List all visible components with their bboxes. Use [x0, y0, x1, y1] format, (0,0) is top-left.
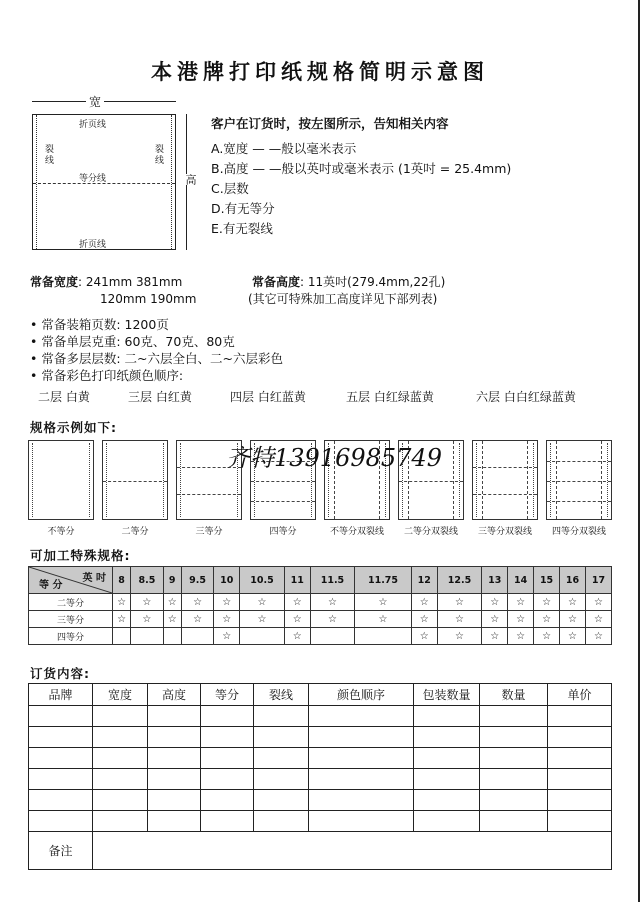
- order-cell[interactable]: [414, 706, 480, 727]
- inch-column-header: 12: [411, 567, 437, 594]
- availability-cell: [181, 628, 214, 645]
- special-heading: 可加工特殊规格:: [30, 548, 131, 563]
- instruction-item: C.层数: [211, 181, 249, 196]
- availability-cell: ☆: [437, 628, 482, 645]
- inch-column-header: 9.5: [181, 567, 214, 594]
- order-cell[interactable]: [254, 748, 309, 769]
- availability-cell: ☆: [482, 628, 508, 645]
- remark-field[interactable]: [93, 832, 612, 870]
- order-cell[interactable]: [29, 748, 93, 769]
- color-order-list: [38, 388, 576, 405]
- order-cell[interactable]: [548, 811, 612, 832]
- list-item: • 常备彩色打印纸颜色顺序:: [30, 368, 184, 383]
- order-column-header: 品牌: [29, 684, 93, 706]
- order-row: [29, 748, 612, 769]
- color-order-item: 五层 白红绿蓝黄: [346, 390, 434, 404]
- availability-cell: ☆: [534, 611, 560, 628]
- order-cell[interactable]: [309, 790, 414, 811]
- order-column-header: 数量: [480, 684, 548, 706]
- order-column-header: 高度: [148, 684, 201, 706]
- inch-column-header: 8.5: [131, 567, 164, 594]
- order-cell[interactable]: [148, 811, 201, 832]
- order-cell[interactable]: [201, 706, 254, 727]
- order-cell[interactable]: [414, 769, 480, 790]
- example-tear-thirds: [472, 440, 538, 537]
- availability-cell: ☆: [534, 628, 560, 645]
- order-column-header: 单价: [548, 684, 612, 706]
- standard-list: [30, 316, 283, 384]
- order-column-header: 颜色顺序: [309, 684, 414, 706]
- division-row-label: 二等分: [29, 594, 113, 611]
- inch-column-header: 11: [284, 567, 310, 594]
- table-corner-header: [29, 567, 113, 594]
- color-order-item: 二层 白黄: [38, 390, 90, 404]
- availability-cell: ☆: [214, 611, 240, 628]
- availability-cell: ☆: [240, 611, 285, 628]
- availability-cell: ☆: [240, 594, 285, 611]
- fold-line-top-label: 折页线: [79, 120, 107, 130]
- order-cell[interactable]: [309, 769, 414, 790]
- corner-division-label: 等 分: [39, 580, 63, 591]
- inch-column-header: 8: [113, 567, 131, 594]
- availability-cell: ☆: [113, 611, 131, 628]
- order-cell[interactable]: [254, 769, 309, 790]
- order-cell[interactable]: [93, 727, 148, 748]
- list-item: • 常备单层克重: 60克、70克、80克: [30, 334, 235, 349]
- availability-cell: ☆: [585, 594, 611, 611]
- remark-label: 备注: [29, 832, 93, 870]
- availability-cell: ☆: [534, 594, 560, 611]
- color-order-item: 四层 白红蓝黄: [230, 390, 306, 404]
- availability-cell: ☆: [181, 594, 214, 611]
- order-column-header: 宽度: [93, 684, 148, 706]
- availability-cell: ☆: [310, 594, 355, 611]
- order-cell[interactable]: [148, 790, 201, 811]
- order-cell[interactable]: [254, 790, 309, 811]
- division-row-label: 四等分: [29, 628, 113, 645]
- order-cell[interactable]: [480, 769, 548, 790]
- inch-column-header: 11.75: [355, 567, 412, 594]
- order-row: [29, 706, 612, 727]
- inch-column-header: 17: [585, 567, 611, 594]
- inch-column-header: 9: [163, 567, 181, 594]
- order-cell[interactable]: [93, 769, 148, 790]
- order-cell[interactable]: [201, 727, 254, 748]
- availability-cell: [131, 628, 164, 645]
- example-caption: 三等分: [195, 527, 223, 537]
- height-spec-values: : 11英吋(279.4mm,22孔): [300, 275, 446, 289]
- availability-cell: ☆: [355, 611, 412, 628]
- order-cell[interactable]: [93, 811, 148, 832]
- tear-line-right-label: 裂线: [155, 145, 165, 166]
- availability-cell: ☆: [214, 594, 240, 611]
- tear-line-left-label: 裂线: [45, 145, 55, 166]
- example-tear-quarters: [546, 440, 612, 537]
- order-cell[interactable]: [254, 727, 309, 748]
- availability-cell: ☆: [437, 594, 482, 611]
- contact-watermark: 齐特13916985749: [226, 444, 442, 472]
- availability-cell: ☆: [284, 628, 310, 645]
- availability-cell: ☆: [411, 628, 437, 645]
- examples-heading: 规格示例如下:: [30, 420, 117, 435]
- order-cell[interactable]: [93, 790, 148, 811]
- example-caption: 三等分双裂线: [477, 527, 532, 537]
- order-cell[interactable]: [29, 727, 93, 748]
- order-cell[interactable]: [480, 706, 548, 727]
- order-cell[interactable]: [254, 706, 309, 727]
- order-instructions: [211, 114, 511, 239]
- availability-cell: [240, 628, 285, 645]
- order-cell[interactable]: [148, 706, 201, 727]
- availability-cell: ☆: [163, 611, 181, 628]
- inch-column-header: 15: [534, 567, 560, 594]
- order-cell[interactable]: [414, 748, 480, 769]
- order-cell[interactable]: [29, 769, 93, 790]
- standard-width: [30, 274, 196, 308]
- page-title: 本港牌打印纸规格简明示意图: [151, 60, 489, 84]
- example-caption: 二等分: [121, 527, 149, 537]
- equal-divider: [33, 183, 175, 184]
- availability-cell: ☆: [284, 611, 310, 628]
- order-heading: 订货内容:: [30, 666, 90, 681]
- height-spec-label: 常备高度: [252, 275, 301, 289]
- inch-column-header: 12.5: [437, 567, 482, 594]
- order-cell[interactable]: [309, 706, 414, 727]
- order-cell[interactable]: [548, 727, 612, 748]
- inch-column-header: 13: [482, 567, 508, 594]
- table-row: [29, 628, 612, 645]
- table-row: [29, 611, 612, 628]
- order-cell[interactable]: [254, 811, 309, 832]
- order-cell[interactable]: [309, 727, 414, 748]
- availability-cell: ☆: [113, 594, 131, 611]
- availability-cell: [310, 628, 355, 645]
- availability-cell: ☆: [181, 611, 214, 628]
- inch-column-header: 14: [508, 567, 534, 594]
- order-cell[interactable]: [480, 790, 548, 811]
- order-cell[interactable]: [201, 769, 254, 790]
- standard-height: [248, 274, 446, 308]
- order-cell[interactable]: [148, 727, 201, 748]
- order-cell[interactable]: [93, 748, 148, 769]
- color-order-item: 六层 白白红绿蓝黄: [476, 390, 576, 404]
- example-caption: 不等分双裂线: [329, 527, 384, 537]
- corner-inch-label: 英 吋: [82, 573, 106, 584]
- example-no-division: [28, 440, 94, 537]
- instruction-item: B.高度 — —般以英吋或毫米表示 (1英吋 = 25.4mm): [211, 161, 512, 176]
- order-cell[interactable]: [29, 706, 93, 727]
- availability-cell: ☆: [560, 628, 586, 645]
- example-caption: 二等分双裂线: [403, 527, 458, 537]
- order-cell[interactable]: [548, 748, 612, 769]
- instruction-item: D.有无等分: [211, 201, 275, 216]
- order-cell[interactable]: [148, 748, 201, 769]
- order-row: [29, 790, 612, 811]
- order-cell[interactable]: [548, 769, 612, 790]
- availability-cell: ☆: [131, 594, 164, 611]
- order-cell[interactable]: [480, 727, 548, 748]
- availability-cell: ☆: [508, 594, 534, 611]
- inch-column-header: 11.5: [310, 567, 355, 594]
- width-label: 宽: [86, 93, 104, 110]
- availability-cell: ☆: [560, 594, 586, 611]
- order-cell[interactable]: [201, 790, 254, 811]
- inch-column-header: 10: [214, 567, 240, 594]
- availability-cell: ☆: [585, 628, 611, 645]
- order-cell[interactable]: [29, 790, 93, 811]
- order-row: [29, 811, 612, 832]
- paper-sheet: [32, 114, 176, 250]
- division-row-label: 三等分: [29, 611, 113, 628]
- availability-cell: ☆: [411, 611, 437, 628]
- order-cell[interactable]: [309, 811, 414, 832]
- availability-cell: [113, 628, 131, 645]
- color-order-item: 三层 白红黄: [128, 390, 192, 404]
- availability-cell: ☆: [310, 611, 355, 628]
- order-cell[interactable]: [93, 706, 148, 727]
- order-cell[interactable]: [309, 748, 414, 769]
- width-spec-label: 常备宽度: [30, 275, 79, 289]
- order-cell[interactable]: [548, 706, 612, 727]
- order-row: [29, 727, 612, 748]
- availability-cell: ☆: [508, 628, 534, 645]
- instructions-heading: 客户在订货时，按左图所示，告知相关内容: [211, 116, 449, 131]
- availability-cell: ☆: [585, 611, 611, 628]
- list-item: • 常备装箱页数: 1200页: [30, 317, 169, 332]
- availability-cell: ☆: [284, 594, 310, 611]
- availability-cell: ☆: [437, 611, 482, 628]
- order-cell[interactable]: [414, 727, 480, 748]
- availability-cell: ☆: [131, 611, 164, 628]
- special-spec-table: [28, 566, 612, 645]
- inch-column-header: 16: [560, 567, 586, 594]
- order-cell[interactable]: [480, 748, 548, 769]
- width-spec-values-2: 120mm 190mm: [100, 292, 197, 306]
- list-item: • 常备多层层数: 二~六层全白、二~六层彩色: [30, 351, 283, 366]
- equal-line-label: 等分线: [79, 174, 107, 184]
- order-cell[interactable]: [29, 811, 93, 832]
- height-label: 高: [184, 174, 197, 185]
- availability-cell: ☆: [163, 594, 181, 611]
- example-caption: 四等分: [269, 527, 297, 537]
- order-column-header: 裂线: [254, 684, 309, 706]
- availability-cell: ☆: [411, 594, 437, 611]
- order-cell[interactable]: [414, 790, 480, 811]
- order-cell[interactable]: [414, 811, 480, 832]
- right-holes: [166, 115, 172, 249]
- instruction-item: E.有无裂线: [211, 221, 273, 236]
- order-form-table: [28, 683, 612, 870]
- order-cell[interactable]: [201, 748, 254, 769]
- example-caption: 四等分双裂线: [551, 527, 606, 537]
- fold-line-bottom-label: 折页线: [79, 240, 107, 250]
- availability-cell: ☆: [355, 594, 412, 611]
- order-cell[interactable]: [480, 811, 548, 832]
- remark-row: [29, 832, 612, 870]
- availability-cell: [355, 628, 412, 645]
- order-cell[interactable]: [548, 790, 612, 811]
- left-holes: [36, 115, 42, 249]
- inch-column-header: 10.5: [240, 567, 285, 594]
- table-row: [29, 594, 612, 611]
- instruction-item: A.宽度 — —般以毫米表示: [211, 141, 357, 156]
- order-cell[interactable]: [148, 769, 201, 790]
- example-halves: [102, 440, 168, 537]
- availability-cell: ☆: [482, 594, 508, 611]
- height-spec-note: (其它可特殊加工高度详见下部列表): [248, 292, 438, 306]
- order-row: [29, 769, 612, 790]
- availability-cell: [163, 628, 181, 645]
- availability-cell: ☆: [560, 611, 586, 628]
- availability-cell: ☆: [508, 611, 534, 628]
- availability-cell: ☆: [482, 611, 508, 628]
- order-column-header: 包装数量: [414, 684, 480, 706]
- order-column-header: 等分: [201, 684, 254, 706]
- availability-cell: ☆: [214, 628, 240, 645]
- paper-diagram: [24, 95, 197, 261]
- order-cell[interactable]: [201, 811, 254, 832]
- width-spec-values: : 241mm 381mm: [78, 275, 183, 289]
- example-caption: 不等分: [47, 527, 75, 537]
